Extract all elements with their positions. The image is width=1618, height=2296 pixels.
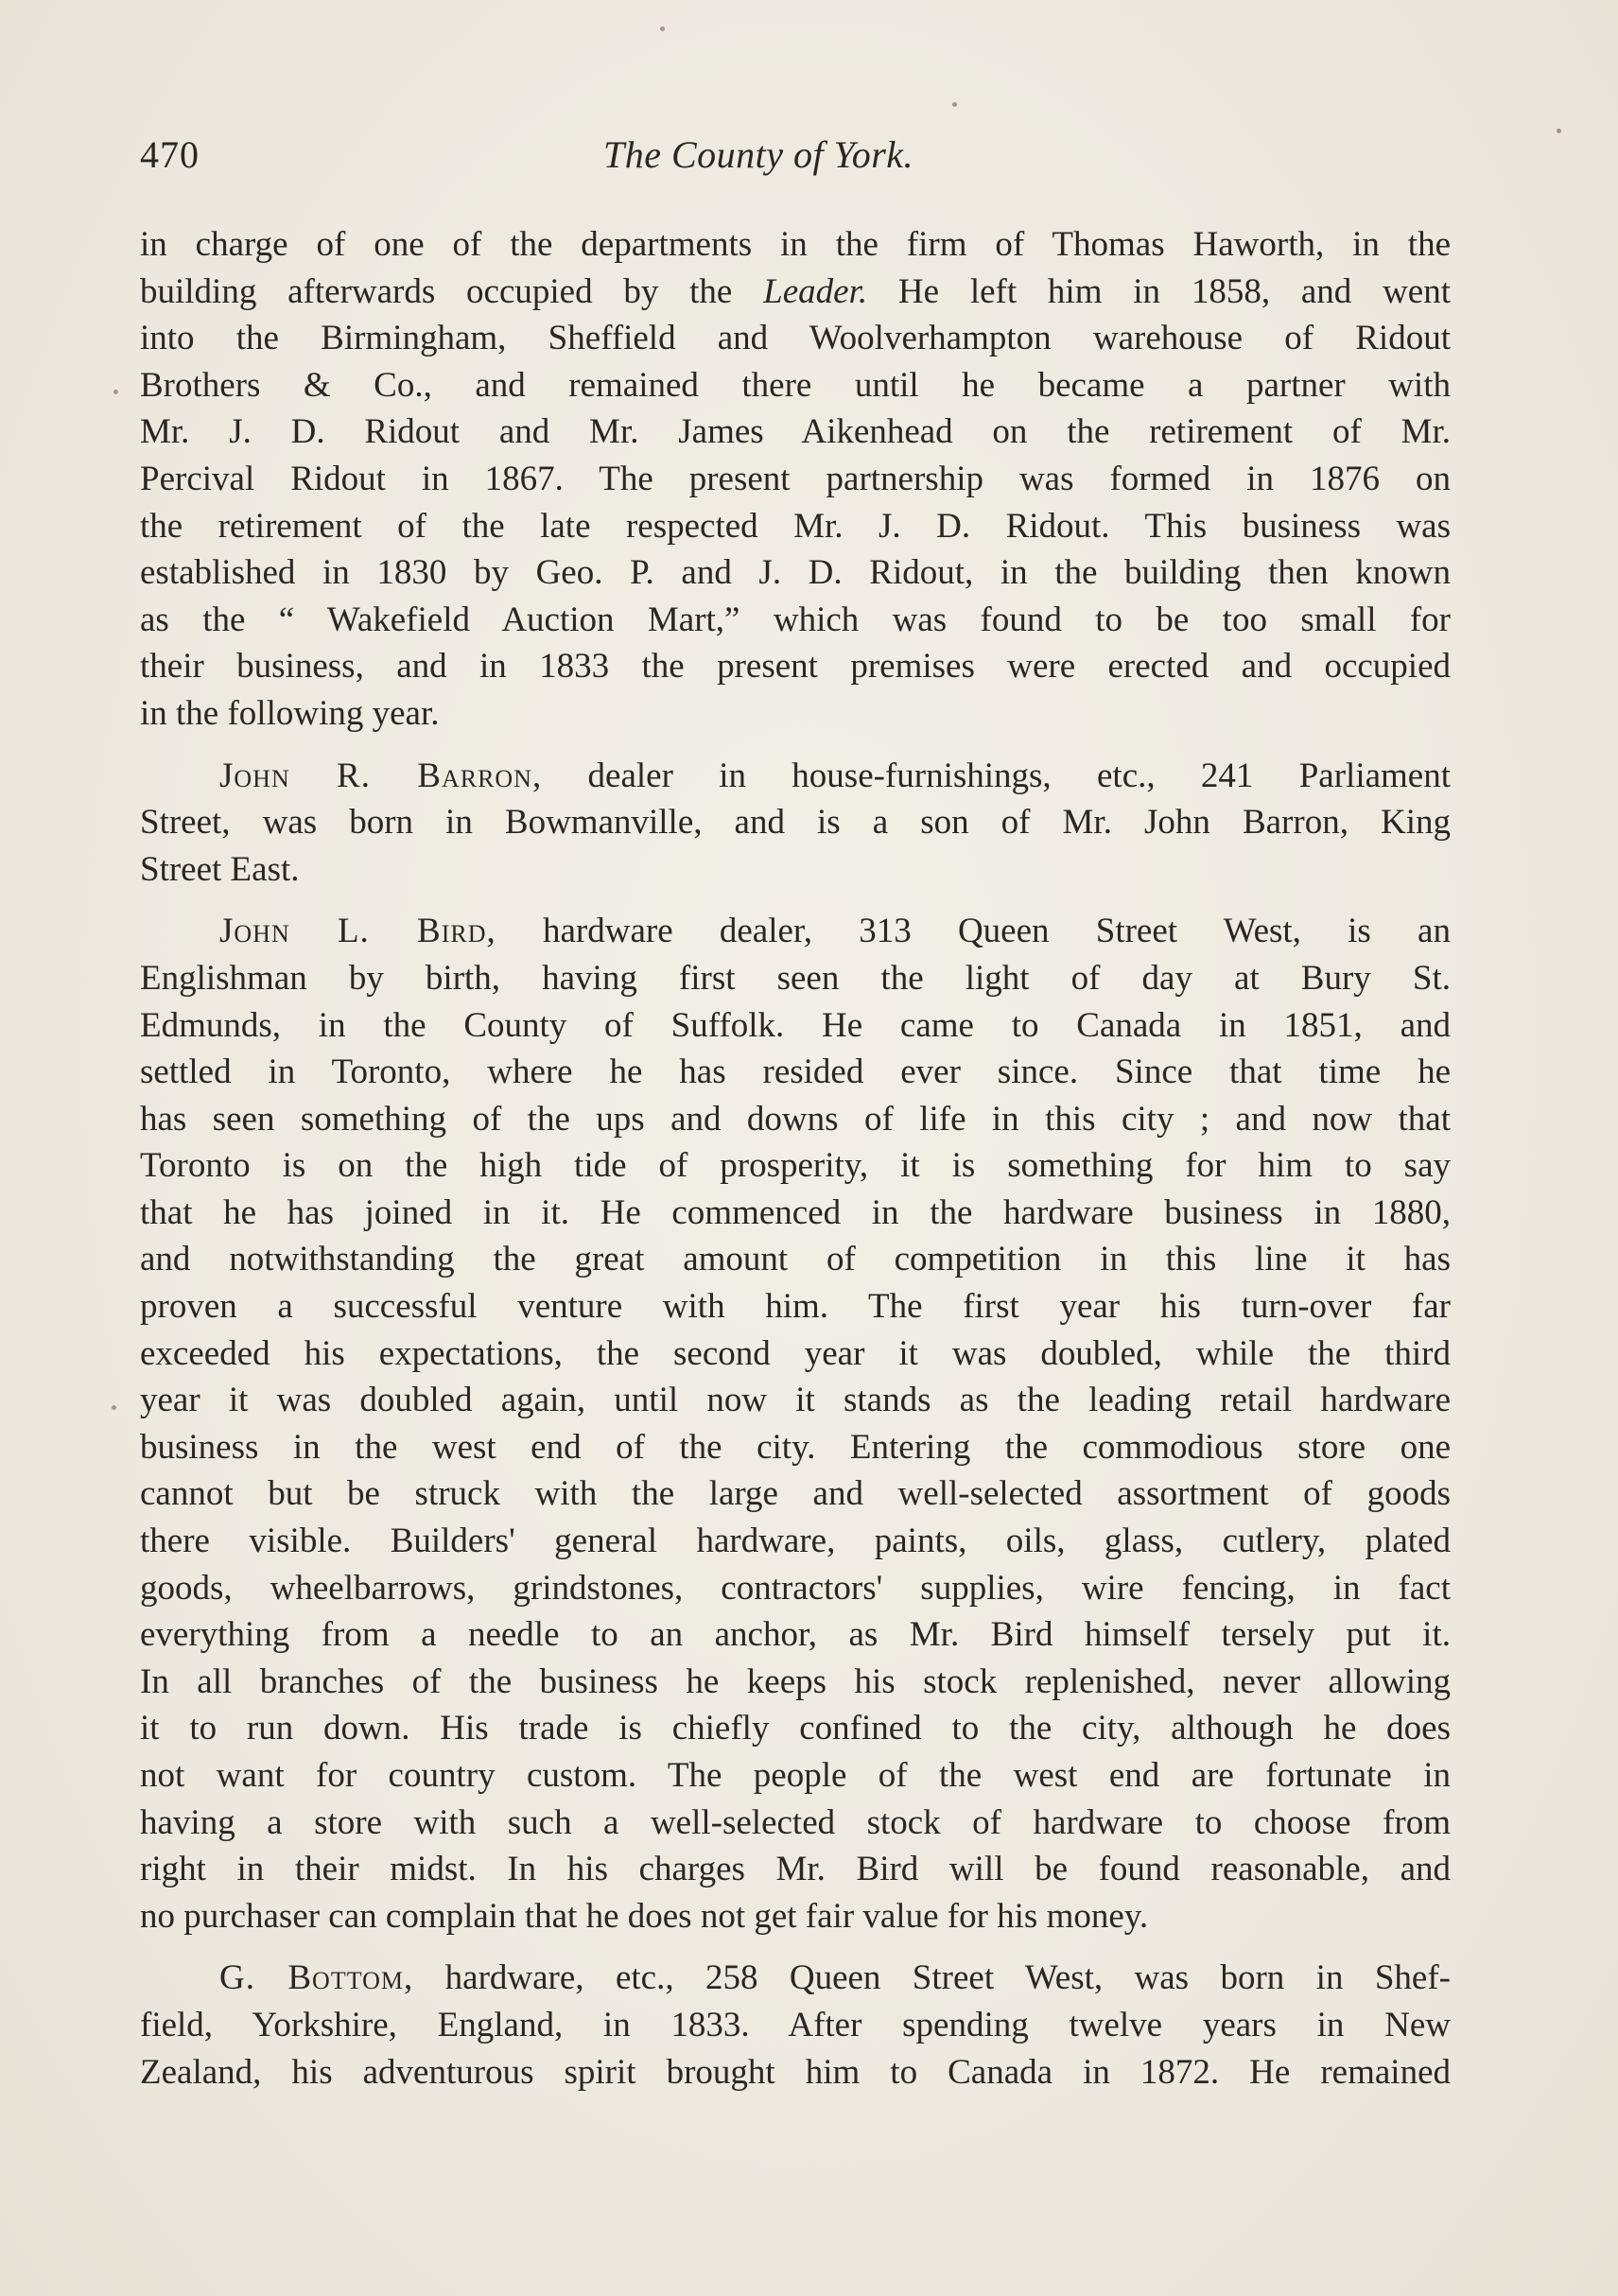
print-speck bbox=[952, 102, 957, 107]
text-line-lead bbox=[140, 908, 1451, 955]
paragraph-g-bottom bbox=[140, 1955, 1451, 2096]
text-line: it to run down. His trade is chiefly confined to the city, although he does bbox=[140, 1709, 1451, 1748]
paragraph-gap bbox=[140, 893, 1451, 908]
paragraph-john-l-bird bbox=[140, 908, 1451, 1939]
text-line: in the following year. bbox=[140, 693, 440, 733]
page-number: 470 bbox=[140, 133, 200, 176]
lead-line-text: dealer in house-furnishings, etc., 241 Parliament bbox=[587, 756, 1452, 795]
text-line: business in the west end of the city. Entering the commodious store one bbox=[140, 1427, 1451, 1467]
text-line: year it was doubled again, until now it stands as the leading retail hardware bbox=[140, 1381, 1451, 1420]
paragraph-haworth-ridout bbox=[140, 221, 1451, 738]
text-line: Street East. bbox=[140, 849, 300, 889]
entry-name: John R. Barron, bbox=[219, 756, 543, 795]
print-speck bbox=[113, 390, 118, 394]
text-line: building afterwards occupied by the Leader. He left him in 1858, and went bbox=[140, 271, 1451, 311]
text-line: into the Birmingham, Sheffield and Woolverhampton warehouse of Ridout bbox=[140, 319, 1451, 358]
text-line: not want for country custom. The people of the west end are fortunate in bbox=[140, 1756, 1451, 1795]
text-line: everything from a needle to an anchor, as Mr. Bird himself tersely put it. bbox=[140, 1615, 1451, 1655]
running-title: The County of York. bbox=[603, 133, 914, 176]
text-line: field, Yorkshire, England, in 1833. After spending twelve years in New bbox=[140, 2005, 1451, 2044]
text-line: Englishman by birth, having first seen the light of day at Bury St. bbox=[140, 958, 1451, 998]
text-line-lead bbox=[140, 753, 1451, 800]
lead-line-text: hardware, etc., 258 Queen Street West, was born in Shef- bbox=[444, 1958, 1452, 1998]
print-speck bbox=[112, 1405, 116, 1410]
text-line: no purchaser can complain that he does not get fair value for his money. bbox=[140, 1896, 1149, 1936]
text-line: and notwithstanding the great amount of competition in this line it has bbox=[140, 1240, 1451, 1279]
text-line: Brothers & Co., and remained there until he became a partner with bbox=[140, 365, 1451, 405]
text-line: their business, and in 1833 the present premises were erected and occupied bbox=[140, 647, 1451, 687]
text-line: Street, was born in Bowmanville, and is a son of Mr. John Barron, King bbox=[140, 803, 1451, 843]
text-line: goods, wheelbarrows, grindstones, contractors' supplies, wire fencing, in fact bbox=[140, 1568, 1451, 1608]
body-text bbox=[140, 221, 1451, 2096]
entry-name: G. Bottom, bbox=[219, 1958, 414, 1998]
text-line: has seen something of the ups and downs of life in this city ; and now that bbox=[140, 1099, 1451, 1139]
paragraph-john-r-barron bbox=[140, 753, 1451, 894]
text-line: the retirement of the late respected Mr. J. D. Ridout. This business was bbox=[140, 506, 1451, 546]
text-line: there visible. Builders' general hardware, paints, oils, glass, cutlery, plated bbox=[140, 1522, 1451, 1561]
lead-line-text: hardware dealer, 313 Queen Street West, is an bbox=[542, 912, 1451, 951]
text-line: Percival Ridout in 1867. The present partnership was formed in 1876 on bbox=[140, 459, 1451, 498]
text-line: that he has joined in it. He commenced in the hardware business in 1880, bbox=[140, 1192, 1451, 1232]
text-line: settled in Toronto, where he has resided ever since. Since that time he bbox=[140, 1052, 1451, 1092]
text-line: exceeded his expectations, the second year it was doubled, while the third bbox=[140, 1333, 1451, 1373]
text-line: Edmunds, in the County of Suffolk. He came to Canada in 1851, and bbox=[140, 1005, 1451, 1045]
text-line-lead bbox=[140, 1955, 1451, 2002]
text-line: in charge of one of the departments in the firm of Thomas Haworth, in the bbox=[140, 225, 1451, 264]
print-speck bbox=[1557, 129, 1561, 133]
text-line: right in their midst. In his charges Mr. Bird will be found reasonable, and bbox=[140, 1850, 1451, 1889]
page-header bbox=[140, 132, 1451, 189]
print-speck bbox=[660, 26, 665, 31]
text-line: established in 1830 by Geo. P. and J. D. Ridout, in the building then known bbox=[140, 553, 1451, 593]
newspaper-name: Leader. bbox=[763, 271, 868, 311]
text-line: as the “ Wakefield Auction Mart,” which was found to be too small for bbox=[140, 600, 1451, 639]
text-line: cannot but be struck with the large and well-selected assortment of goods bbox=[140, 1474, 1451, 1514]
text-line: having a store with such a well-selected stock of hardware to choose from bbox=[140, 1802, 1451, 1842]
paragraph-gap bbox=[140, 738, 1451, 753]
text-line: proven a successful venture with him. The first year his turn-over far bbox=[140, 1287, 1451, 1327]
paragraph-gap bbox=[140, 1939, 1451, 1955]
text-line: Toronto is on the high tide of prosperity, it is something for him to say bbox=[140, 1146, 1451, 1186]
text-line: Mr. J. D. Ridout and Mr. James Aikenhead on the retirement of Mr. bbox=[140, 412, 1451, 452]
text-line: In all branches of the business he keeps his stock replenished, never allowing bbox=[140, 1661, 1451, 1701]
text-line: Zealand, his adventurous spirit brought him to Canada in 1872. He remained bbox=[140, 2052, 1451, 2092]
entry-name: John L. Bird, bbox=[219, 912, 496, 951]
